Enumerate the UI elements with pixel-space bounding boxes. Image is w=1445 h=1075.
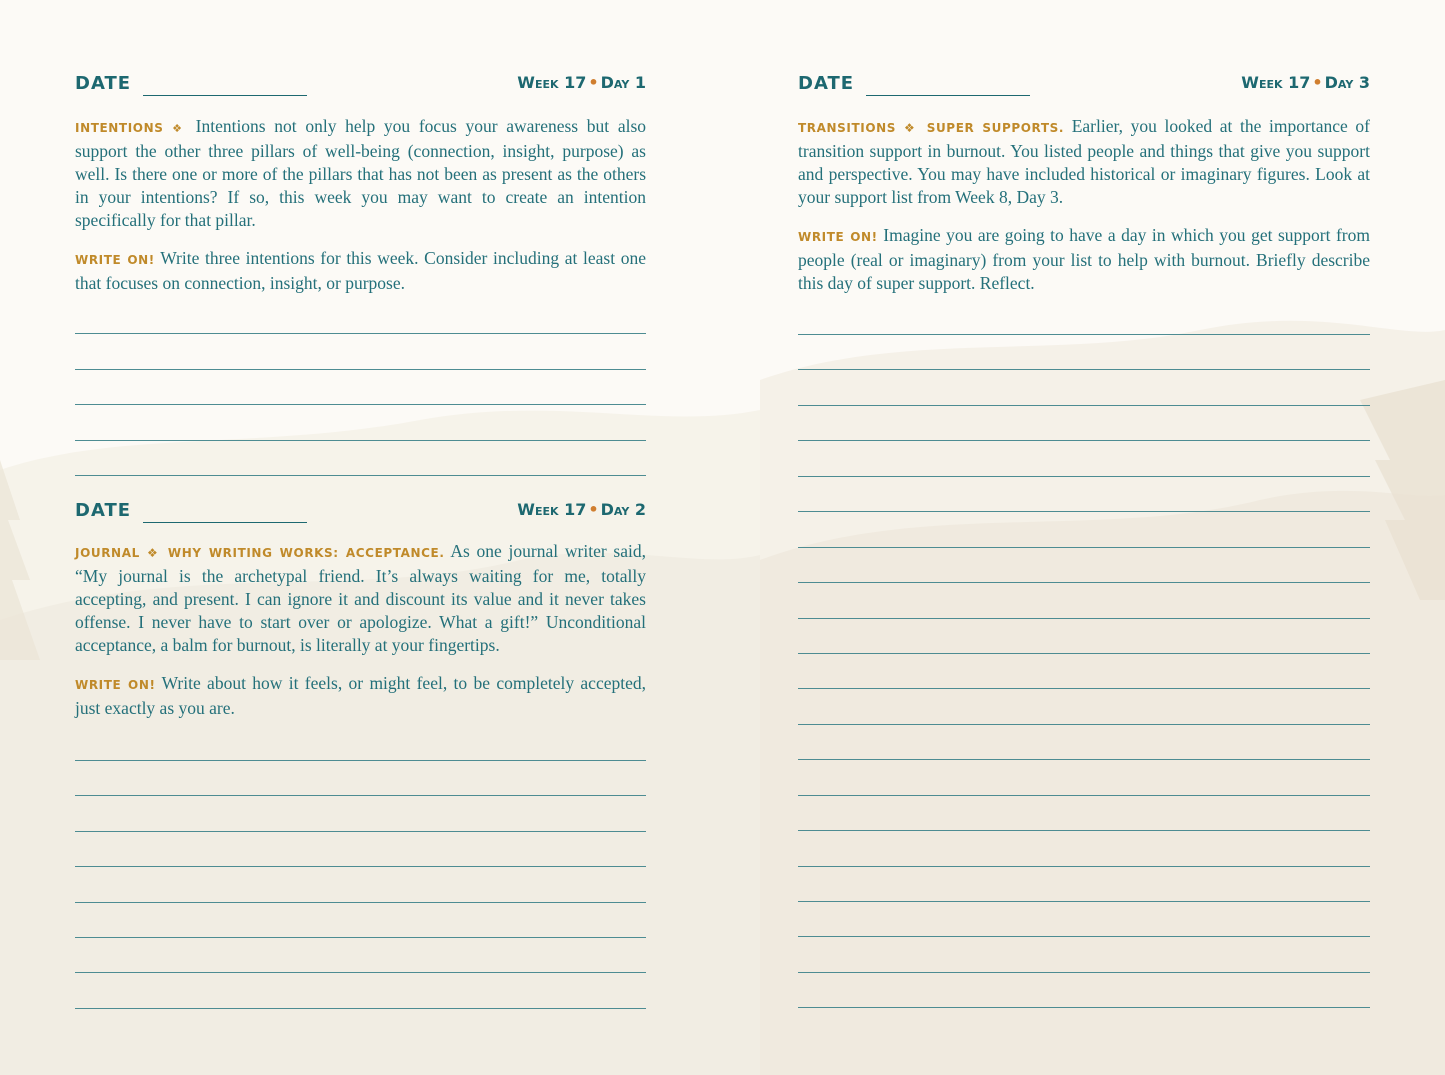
writing-line[interactable] (798, 369, 1370, 370)
entry-header (798, 73, 1370, 97)
entry-header (75, 73, 646, 97)
date-label: DATE (75, 73, 132, 94)
writing-line[interactable] (75, 866, 646, 867)
writing-line[interactable] (798, 618, 1370, 619)
prompt-tag: JOURNAL ❖ WHY WRITING WORKS: ACCEPTANCE. (75, 546, 445, 560)
bullet-dot-icon: • (588, 500, 599, 519)
week-day-label (517, 73, 646, 92)
writing-line[interactable] (798, 547, 1370, 548)
writing-line[interactable] (798, 901, 1370, 902)
day-label: Day 3 (1324, 73, 1370, 92)
writing-line[interactable] (798, 405, 1370, 406)
writing-line[interactable] (798, 972, 1370, 973)
prompt-tag: TRANSITIONS ❖ SUPER SUPPORTS. (798, 121, 1065, 135)
entry-header (75, 500, 646, 524)
writing-line[interactable] (75, 440, 646, 441)
writing-line[interactable] (75, 937, 646, 938)
writing-line[interactable] (75, 404, 646, 405)
prompt-paragraph (798, 115, 1370, 209)
date-label: DATE (75, 500, 132, 521)
writing-line[interactable] (798, 830, 1370, 831)
week-label: Week 17 (517, 500, 587, 519)
date-label: DATE (798, 73, 855, 94)
journal-entry-day-1 (75, 73, 646, 295)
writing-line[interactable] (798, 1007, 1370, 1008)
writing-line[interactable] (75, 795, 646, 796)
date-fill-line[interactable] (143, 95, 307, 96)
writing-line[interactable] (798, 936, 1370, 937)
prompt-paragraph (75, 540, 646, 657)
writing-line[interactable] (75, 760, 646, 761)
prompt-text: As one journal writer said, “My journal is the archetypal friend. It’s always waiting for me, totally accepting, and present. I can ignore it and discount its value and it never takes offense. I never have to start over or apologize. What a gift!” Unconditional acceptance, a balm for burnout, is literally at your fingertips. (75, 541, 646, 655)
writing-line[interactable] (75, 831, 646, 832)
writing-line[interactable] (75, 475, 646, 476)
day-label: Day 1 (600, 73, 646, 92)
write-on-tag: WRITE ON! (75, 253, 155, 267)
prompt-tag: INTENTIONS (75, 121, 164, 135)
write-on-tag: WRITE ON! (75, 678, 156, 692)
write-on-text: Write about how it feels, or might feel, to be completely accepted, just exactly as you are. (75, 673, 646, 718)
diamond-icon: ❖ (172, 122, 187, 135)
day-label: Day 2 (600, 500, 646, 519)
prompt-text: Earlier, you looked at the importance of transition support in burnout. You listed people and things that give you support and perspective. You may have included historical or imaginary figures. Look at your support list from Week 8, Day 3. (798, 116, 1370, 207)
date-fill-line[interactable] (866, 95, 1030, 96)
writing-line[interactable] (75, 369, 646, 370)
writing-line[interactable] (798, 476, 1370, 477)
writing-line[interactable] (75, 972, 646, 973)
write-on-text: Imagine you are going to have a day in which you get support from people (real or imaginary) from your list to help with burnout. Briefly describe this day of super support. Reflect. (798, 225, 1370, 293)
writing-line[interactable] (798, 866, 1370, 867)
writing-line[interactable] (798, 653, 1370, 654)
journal-entry-day-2 (75, 500, 646, 720)
date-fill-line[interactable] (143, 522, 307, 523)
writing-line[interactable] (798, 688, 1370, 689)
bullet-dot-icon: • (1312, 73, 1323, 92)
write-on-paragraph (75, 672, 646, 720)
journal-entry-day-3 (798, 73, 1370, 295)
week-day-label (517, 500, 646, 519)
week-day-label (1241, 73, 1370, 92)
writing-line[interactable] (75, 1008, 646, 1009)
writing-line[interactable] (798, 795, 1370, 796)
prompt-paragraph (75, 115, 646, 232)
write-on-paragraph (798, 224, 1370, 295)
writing-line[interactable] (798, 759, 1370, 760)
writing-line[interactable] (75, 333, 646, 334)
writing-line[interactable] (798, 582, 1370, 583)
writing-line[interactable] (798, 724, 1370, 725)
week-label: Week 17 (517, 73, 587, 92)
write-on-paragraph (75, 247, 646, 295)
prompt-text: Intentions not only help you focus your awareness but also support the other three pillars of well-being (connection, insight, purpose) as well. Is there one or more of the pillars that has not been as present as the others in your intentions? If so, this week you may want to create an intention specifically for that pillar. (75, 116, 647, 230)
writing-line[interactable] (75, 902, 646, 903)
writing-line[interactable] (798, 440, 1370, 441)
writing-line[interactable] (798, 511, 1370, 512)
bullet-dot-icon: • (588, 73, 599, 92)
week-label: Week 17 (1241, 73, 1311, 92)
write-on-text: Write three intentions for this week. Consider including at least one that focuses on connection, insight, or purpose. (75, 248, 646, 293)
writing-line[interactable] (798, 334, 1370, 335)
write-on-tag: WRITE ON! (798, 230, 878, 244)
